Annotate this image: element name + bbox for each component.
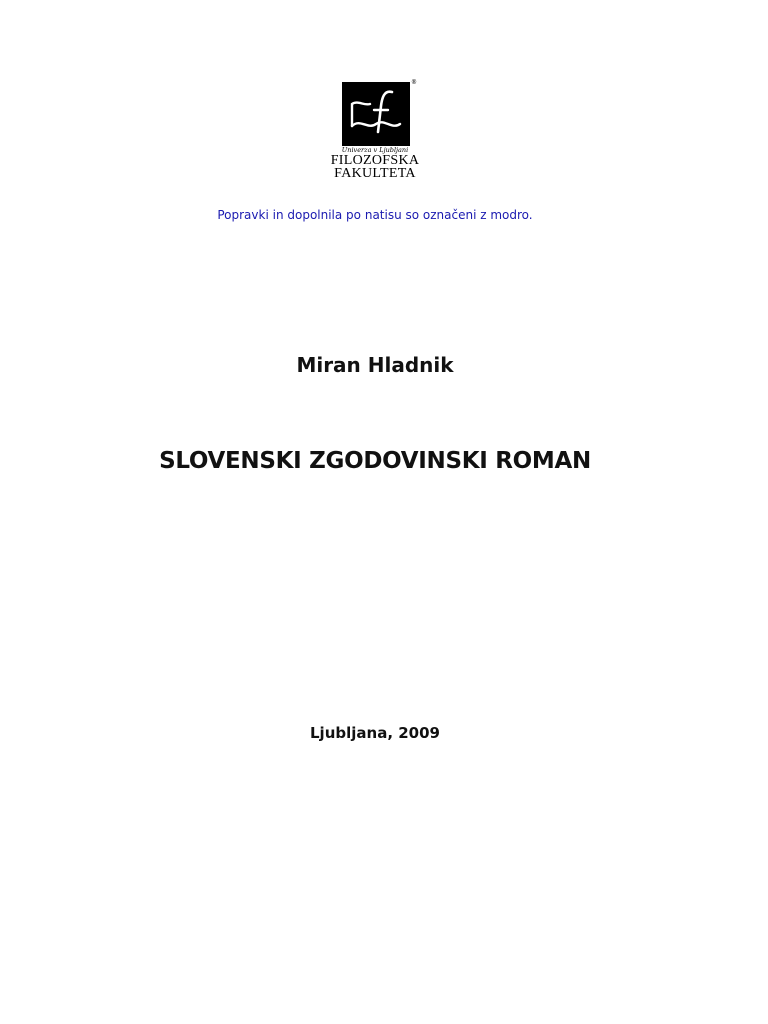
logo-faculty-line1: FILOZOFSKA xyxy=(330,153,420,168)
author-name: Miran Hladnik xyxy=(296,353,454,377)
logo-university-text: Univerza v Ljubljani xyxy=(341,146,409,154)
registered-mark: ® xyxy=(411,79,417,86)
logo-faculty-line2: FAKULTETA xyxy=(334,166,416,181)
corrections-note: Popravki in dopolnila po natisu so označeni z modro. xyxy=(217,208,533,222)
book-title: SLOVENSKI ZGODOVINSKI ROMAN xyxy=(159,448,591,474)
ff-logo-icon xyxy=(342,82,410,146)
place-and-year: Ljubljana, 2009 xyxy=(310,724,440,742)
faculty-logo xyxy=(322,78,428,182)
